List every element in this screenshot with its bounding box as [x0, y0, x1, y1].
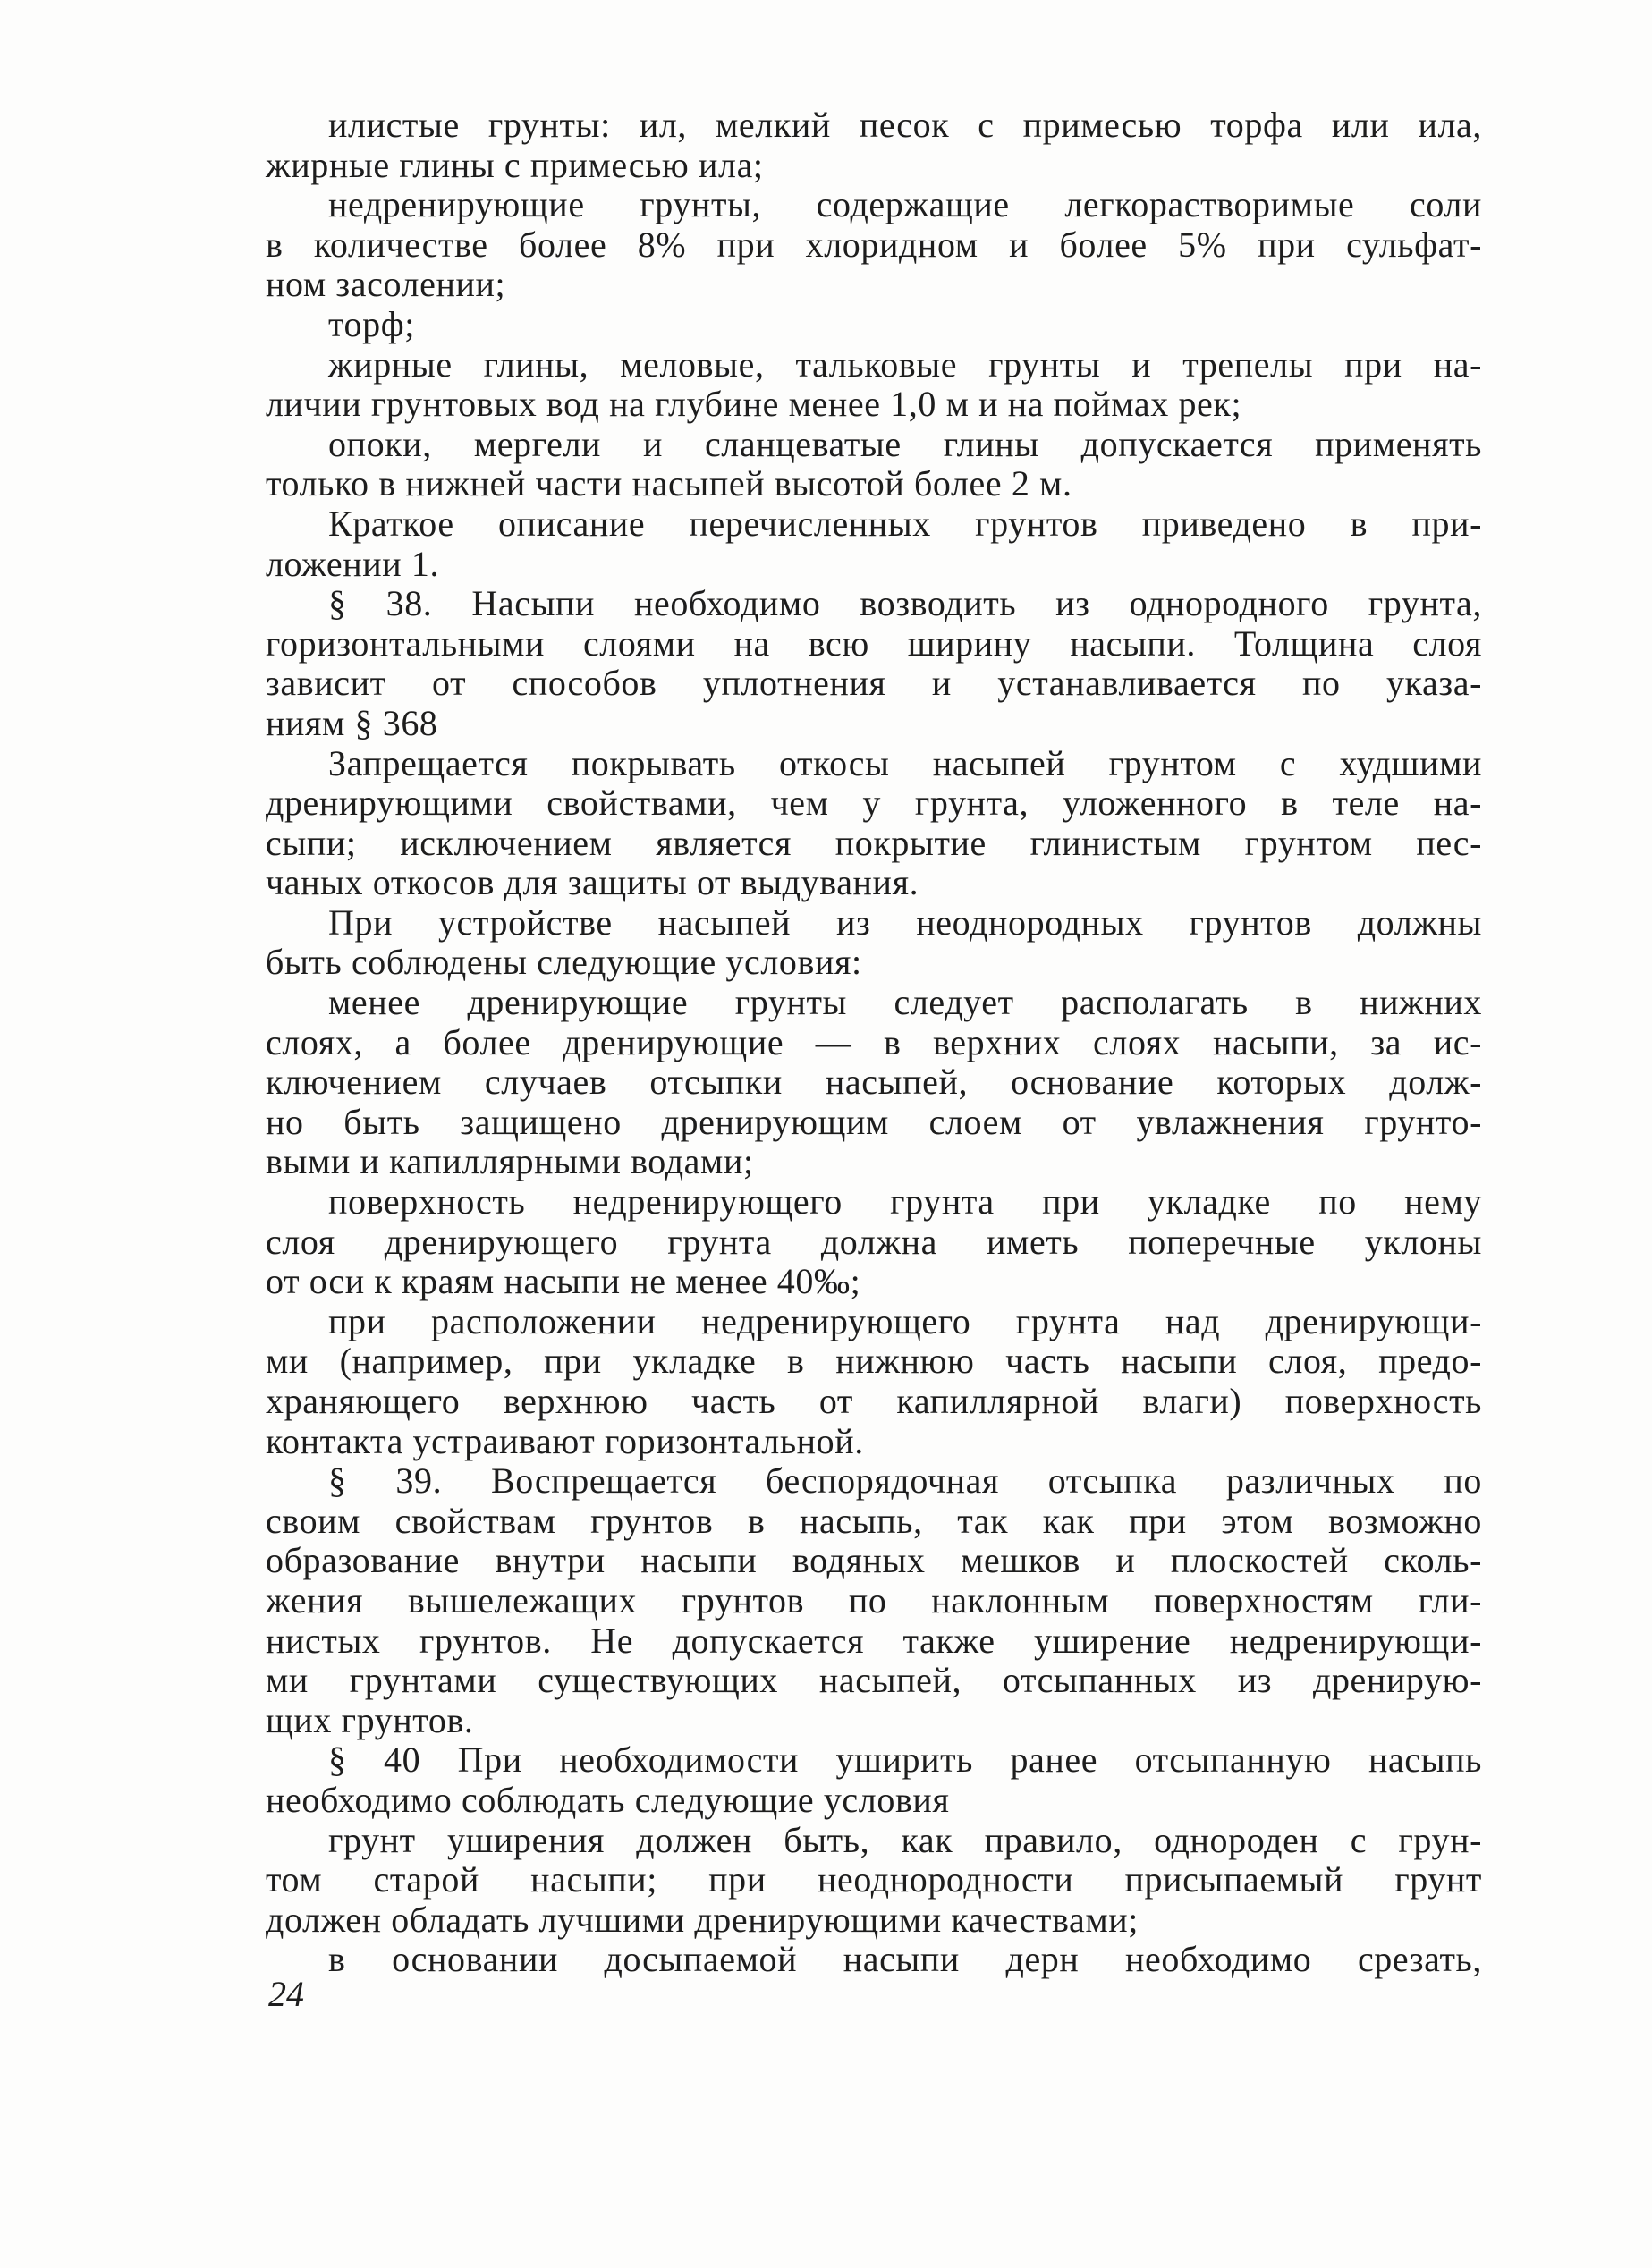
- text-line: ложении 1.: [266, 543, 440, 584]
- text-line: ном засолении;: [266, 264, 506, 305]
- text-line: слоях, а более дренирующие — в верхних слоях насыпи, за ис-: [266, 1021, 1482, 1062]
- text-line: торф;: [328, 303, 415, 344]
- text-line: Краткое описание перечисленных грунтов приведено в при-: [328, 503, 1482, 544]
- text-line: жирные глины с примесью ила;: [266, 144, 764, 185]
- text-line: выми и капиллярными водами;: [266, 1141, 754, 1182]
- text-line: в основании досыпаемой насыпи дерн необходимо срезать,: [328, 1939, 1482, 1980]
- text-line: § 39. Воспрещается беспорядочная отсыпка различных по: [328, 1460, 1482, 1502]
- body-text: [266, 106, 1482, 1980]
- text-line: дренирующими свойствами, чем у грунта, уложенного в теле на-: [266, 783, 1482, 824]
- text-line: храняющего верхнюю часть от капиллярной влаги) поверхность: [266, 1381, 1482, 1421]
- text-line: горизонтальными слоями на всю ширину насыпи. Толщина слоя: [266, 622, 1482, 664]
- text-line: § 38. Насыпи необходимо возводить из однородного грунта,: [328, 583, 1482, 624]
- text-line: от оси к краям насыпи не менее 40‰;: [266, 1261, 861, 1302]
- text-line: должен обладать лучшими дренирующими качествами;: [266, 1899, 1139, 1940]
- text-line: необходимо соблюдать следующие условия: [266, 1779, 950, 1820]
- text-line: При устройстве насыпей из неоднородных грунтов должны: [328, 901, 1482, 943]
- text-line: недренирующие грунты, содержащие легкорастворимые соли: [328, 184, 1482, 225]
- text-line: менее дренирующие грунты следует располагать в нижних: [328, 982, 1482, 1023]
- text-line: § 40 При необходимости уширить ранее отсыпанную насыпь: [328, 1739, 1482, 1781]
- text-line: образование внутри насыпи водяных мешков и плоскостей сколь-: [266, 1540, 1482, 1581]
- text-line: зависит от способов уплотнения и устанавливается по указа-: [266, 663, 1482, 704]
- text-line: ми грунтами существующих насыпей, отсыпанных из дренирую-: [266, 1660, 1482, 1701]
- text-line: ми (например, при укладке в нижнюю часть насыпи слоя, предо-: [266, 1341, 1482, 1382]
- text-line: ключением случаев отсыпки насыпей, основание которых долж-: [266, 1062, 1482, 1103]
- text-line: контакта устраивают горизонтальной.: [266, 1420, 864, 1461]
- text-line: грунт уширения должен быть, как правило, однороден с грун-: [328, 1819, 1482, 1860]
- text-line: опоки, мергели и сланцеватые глины допускается применять: [328, 423, 1482, 464]
- page-number: 24: [268, 1974, 304, 2014]
- text-line: чаных откосов для защиты от выдувания.: [266, 862, 919, 903]
- text-line: сыпи; исключением является покрытие глинистым грунтом пес-: [266, 822, 1482, 863]
- text-line: своим свойствам грунтов в насыпь, так как при этом возможно: [266, 1500, 1482, 1541]
- text-line: поверхность недренирующего грунта при укладке по нему: [328, 1181, 1482, 1223]
- text-line: илистые грунты: ил, мелкий песок с примесью торфа или ила,: [328, 105, 1482, 145]
- text-line: личии грунтовых вод на глубине менее 1,0 м и на поймах рек;: [266, 384, 1242, 425]
- text-line: щих грунтов.: [266, 1699, 474, 1740]
- text-line: только в нижней части насыпей высотой более 2 м.: [266, 463, 1072, 504]
- text-line: ниям § 368: [266, 702, 438, 743]
- text-line: но быть защищено дренирующим слоем от увлажнения грунто-: [266, 1101, 1482, 1142]
- text-line: жирные глины, меловые, тальковые грунты и трепелы при на-: [328, 343, 1482, 385]
- text-line: слоя дренирующего грунта должна иметь поперечные уклоны: [266, 1221, 1482, 1262]
- text-line: при расположении недренирующего грунта над дренирующи-: [328, 1300, 1482, 1341]
- text-line: быть соблюдены следующие условия:: [266, 942, 862, 983]
- text-line: Запрещается покрывать откосы насыпей грунтом с худшими: [328, 742, 1482, 783]
- text-line: в количестве более 8% при хлоридном и более 5% при сульфат-: [266, 224, 1482, 265]
- text-line: жения вышележащих грунтов по наклонным поверхностям гли-: [266, 1579, 1482, 1621]
- text-line: том старой насыпи; при неоднородности присыпаемый грунт: [266, 1859, 1482, 1900]
- text-line: нистых грунтов. Не допускается также уширение недренирующи-: [266, 1620, 1482, 1661]
